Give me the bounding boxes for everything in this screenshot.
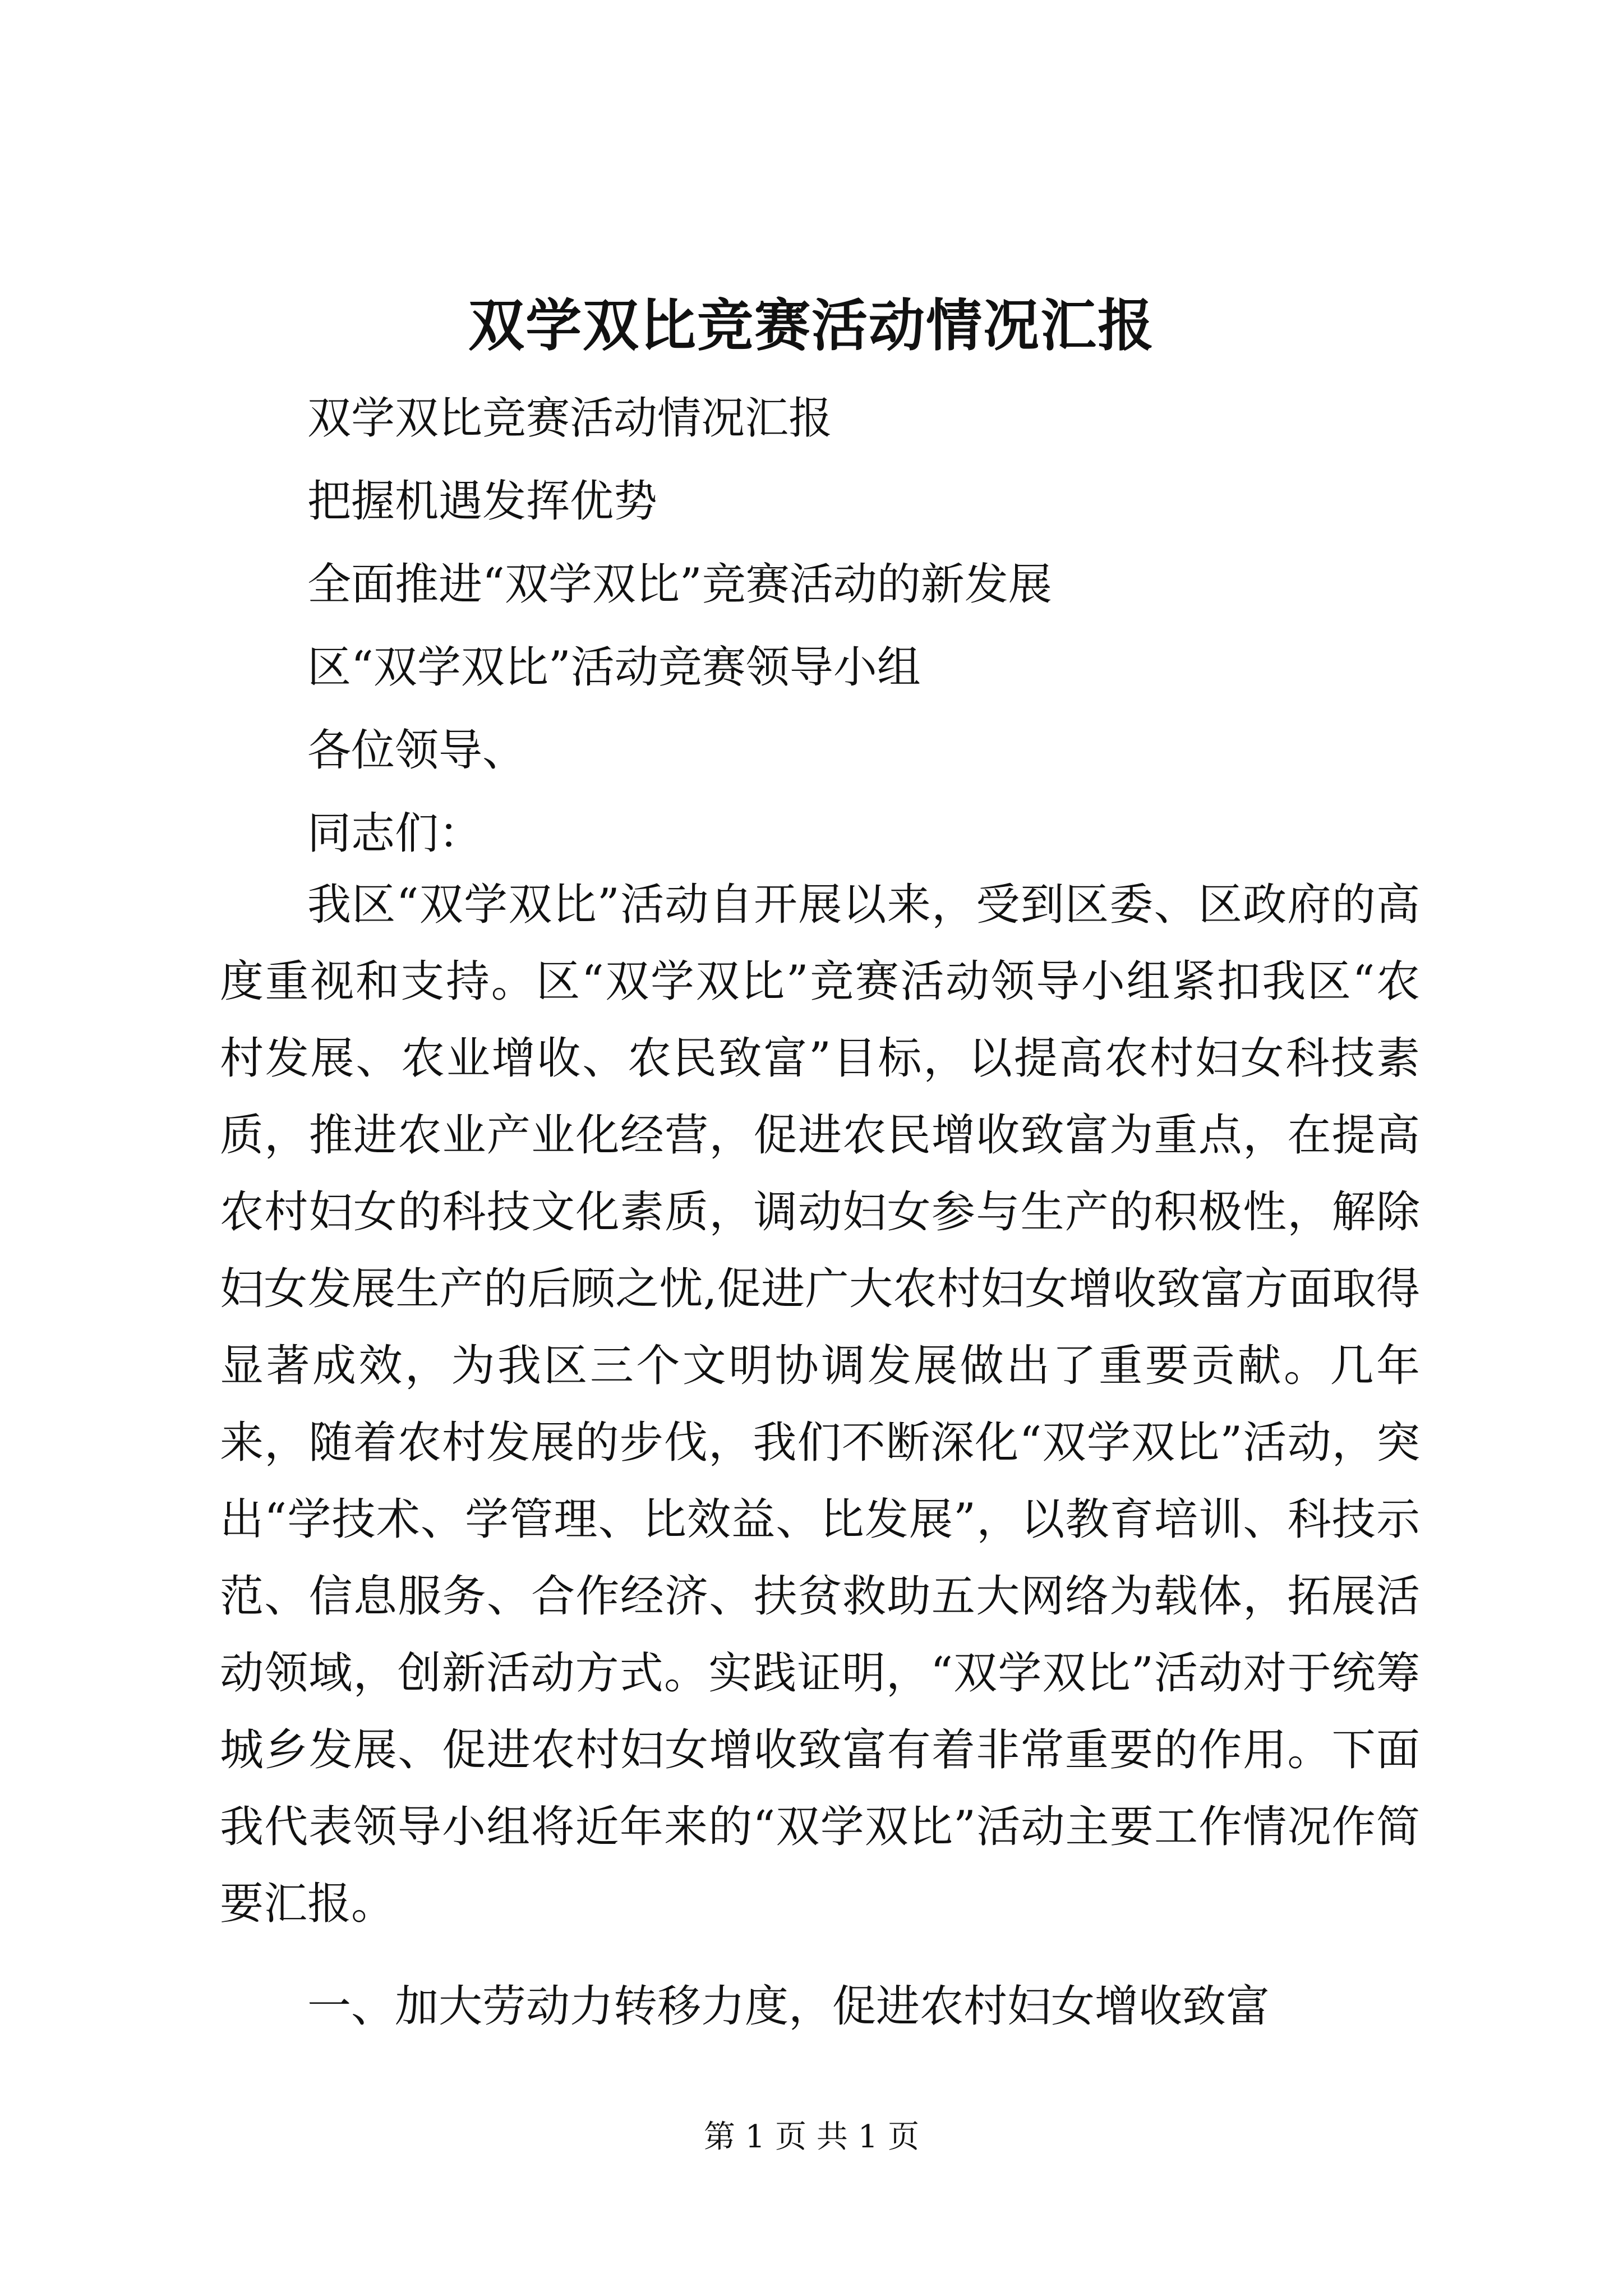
author-line: 区“双学双比”活动竞赛领导小组 xyxy=(307,642,921,693)
body-paragraph: 我区“双学双比”活动自开展以来，受到区委、区政府的高度重视和支持。区“双学双比”竞赛活动领导小组紧扣我区“农村发展、农业增收、农民致富”目标，以提高农村妇女科技素质，推进农业产业化经营，促进农民增收致富为重点，在提高农村妇女的科技文化素质，调动妇女参与生产的积极性，解除妇女发展生产的后顾之忧,促进广大农村妇女增收致富方面取得显著成效，为我区三个文明协调发展做出了重要贡献。几年来，随着农村发展的步伐，我们不断深化“双学双比”活动，突出“学技术、学管理、比效益、比发展”，以教育培训、科技示范、信息服务、合作经济、扶贫救助五大网络为载体，拓展活动领域，创新活动方式。实践证明，“双学双比”活动对于统筹城乡发展、促进农村妇女增收致富有着非常重要的作用。下面我代表领导小组将近年来的“双学双比”活动主要工作情况作简要汇报。 xyxy=(220,880,1420,1929)
salutation-line-2: 同志们： xyxy=(307,808,483,859)
page-footer: 第 1 页 共 1 页 xyxy=(703,2119,920,2155)
header-lines xyxy=(307,377,1541,875)
subtitle-line: 双学双比竞赛活动情况汇报 xyxy=(307,393,833,444)
document-title: 双学双比竞赛活动情况汇报 xyxy=(468,292,1155,358)
slogan-line-2: 全面推进“双学双比”竞赛活动的新发展 xyxy=(307,559,1052,610)
slogan-line: 把握机遇发挥优势 xyxy=(307,476,658,527)
body-text xyxy=(220,867,1420,2045)
salutation-line: 各位领导、 xyxy=(307,725,527,776)
section-heading: 一、加大劳动力转移力度，促进农村妇女增收致富 xyxy=(307,1981,1270,2032)
